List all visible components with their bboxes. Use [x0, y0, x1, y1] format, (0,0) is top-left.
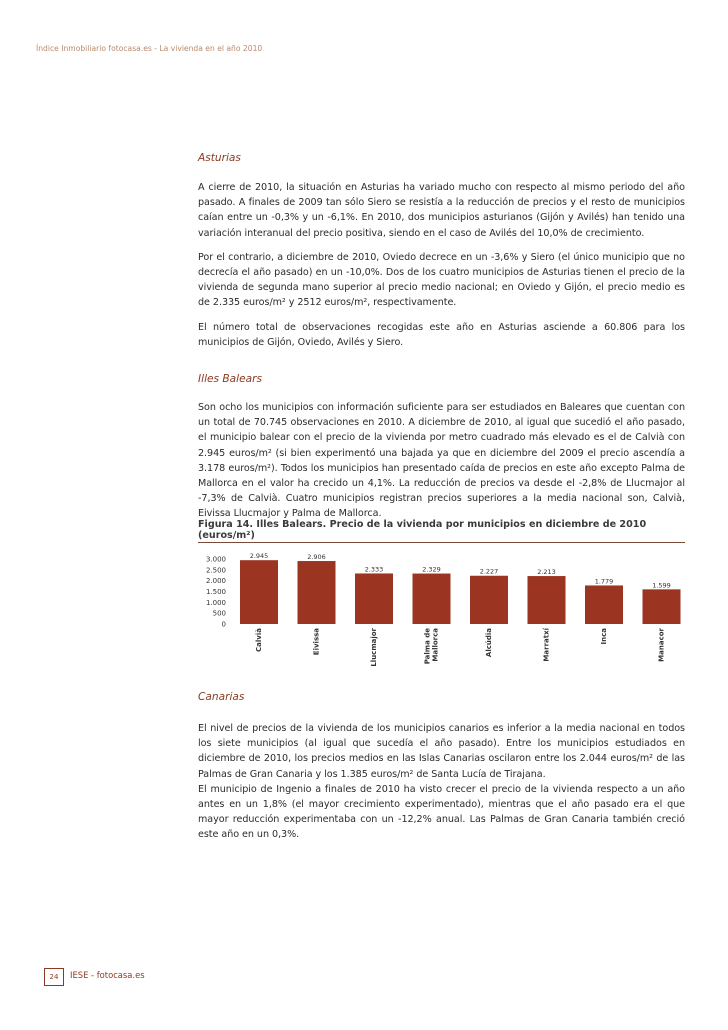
figure-rule — [198, 542, 685, 543]
section-title-canarias: Canarias — [198, 691, 245, 703]
bar — [528, 576, 566, 624]
y-tick-label: 0 — [221, 620, 226, 629]
page-number: 24 — [44, 968, 64, 986]
canarias-body — [198, 721, 685, 843]
x-tick-label: Marratxí — [542, 628, 551, 662]
y-tick-label: 2.500 — [205, 566, 226, 575]
bar — [413, 574, 451, 624]
bar — [355, 573, 393, 624]
figure-title: Figura 14. Illes Balears. Precio de la vivienda por municipios en diciembre de 2010 (euros/m²) — [198, 519, 647, 541]
asturias-body — [198, 180, 685, 350]
data-label: 2.333 — [364, 565, 384, 574]
paragraph: El nivel de precios de la vivienda de los municipios canarios es inferior a la media nacional en todos los siete municipios (al igual que sucedía el año pasado). Entre los municipios estudiados en diciembre de 2010, los precios medios en las Islas Canarias oscilaron entre los 2.044 euros/m² de las Palmas de Gran Canaria y los 1.385 euros/m² de Santa Lucía de Tirajana. — [198, 723, 685, 780]
y-tick-label: 1.500 — [205, 588, 226, 596]
bar-chart — [198, 548, 688, 684]
paragraph: Por el contrario, a diciembre de 2010, Oviedo decrece en un -3,6% y Siero (el único municipio que no decrecía el año pasado) en un -10,0%. Dos de los cuatro municipios de Asturias tienen el precio de la vivienda de segunda mano superior al precio medio nacional; en Oviedo y Gijón, el precio medio es de 2.335 euros/m² y 2512 euros/m², respectivamente. — [198, 251, 685, 309]
section-baleares — [198, 373, 685, 385]
x-tick-label: Palma de — [423, 628, 432, 665]
paragraph: Son ocho los municipios con información suficiente para ser estudiados en Baleares que cuentan con un total de 70.745 observaciones en 2010. A diciembre de 2010, al igual que sucedió el año pasado, el municipio balear con el precio de la vivienda por metro cuadrado más elevado es el de Calvià con 2.945 euros/m² (si bien experimentó una bajada ya que en diciembre del 2009 el precio ascendía a 3.178 euros/m²). Todos los municipios han presentado caída de precios en este año excepto Palma de Mallorca en el valor ha crecido un 4,1%. La reducción de precios va desde el -2,8% de Llucmajor al -7,3% de Calvià. Cuatro municipios registran precios superiores a la media nacional son, Calvià, Eivissa Llucmajor y Palma de Mallorca. — [198, 402, 685, 520]
data-label: 2.906 — [307, 553, 326, 562]
section-title-baleares: Illes Balears — [198, 373, 263, 385]
running-header: Índice Inmobiliario fotocasa.es - La vivienda en el año 2010 — [36, 44, 263, 53]
x-tick-label: Manacor — [657, 628, 666, 662]
y-tick-label: 1.000 — [205, 598, 226, 607]
y-tick-label: 500 — [212, 609, 226, 618]
section-canarias — [198, 691, 685, 703]
x-tick-label: Mallorca — [431, 628, 440, 662]
paragraph: A cierre de 2010, la situación en Asturias ha variado mucho con respecto al mismo periodo del año pasado. A finales de 2009 tan sólo Siero se resistía a la reducción de precios y el resto de municipios caían entre un -0,3% y un -6,1%. En 2010, dos municipios asturianos (Gijón y Avilés) han tenido una variación interanual del precio positiva, siendo en el caso de Avilés del 10,0% de crecimiento. — [198, 182, 685, 239]
x-tick-label: Llucmajor — [370, 628, 378, 667]
baleares-body — [198, 400, 685, 522]
bar — [643, 589, 681, 624]
data-label: 2.227 — [479, 567, 499, 576]
figure-caption — [198, 519, 685, 541]
paragraph: El número total de observaciones recogidas este año en Asturias asciende a 60.806 para los municipios de Gijón, Oviedo, Avilés y Siero. — [198, 321, 685, 348]
data-label: 1.779 — [594, 577, 614, 586]
x-tick-label: Calvià — [255, 628, 263, 652]
y-tick-label: 3.000 — [205, 555, 226, 564]
paragraph: El municipio de Ingenio a finales de 2010 ha visto crecer el precio de la vivienda respecto a un año antes en un 1,8% (el mayor crecimiento experimentado), mientras que el año pasado era el que mayor reducción experimentaba con un -12,2% anual. Las Palmas de Gran Canaria también creció este año en un 0,3%. — [198, 783, 685, 841]
data-label: 2.329 — [422, 565, 441, 574]
x-tick-label: Alcúdia — [485, 628, 493, 658]
bar — [298, 561, 336, 624]
data-label: 2.945 — [249, 552, 269, 561]
footer-text: IESE - fotocasa.es — [70, 970, 145, 980]
bar — [240, 560, 278, 624]
y-tick-label: 2.000 — [205, 577, 226, 586]
bar — [585, 585, 623, 624]
data-label: 1.599 — [652, 581, 671, 590]
bar — [470, 576, 508, 624]
data-label: 2.213 — [537, 568, 556, 577]
x-tick-label: Eivissa — [312, 628, 321, 656]
section-title-asturias: Asturias — [198, 152, 241, 164]
section-asturias — [198, 152, 685, 164]
x-tick-label: Inca — [600, 628, 608, 645]
